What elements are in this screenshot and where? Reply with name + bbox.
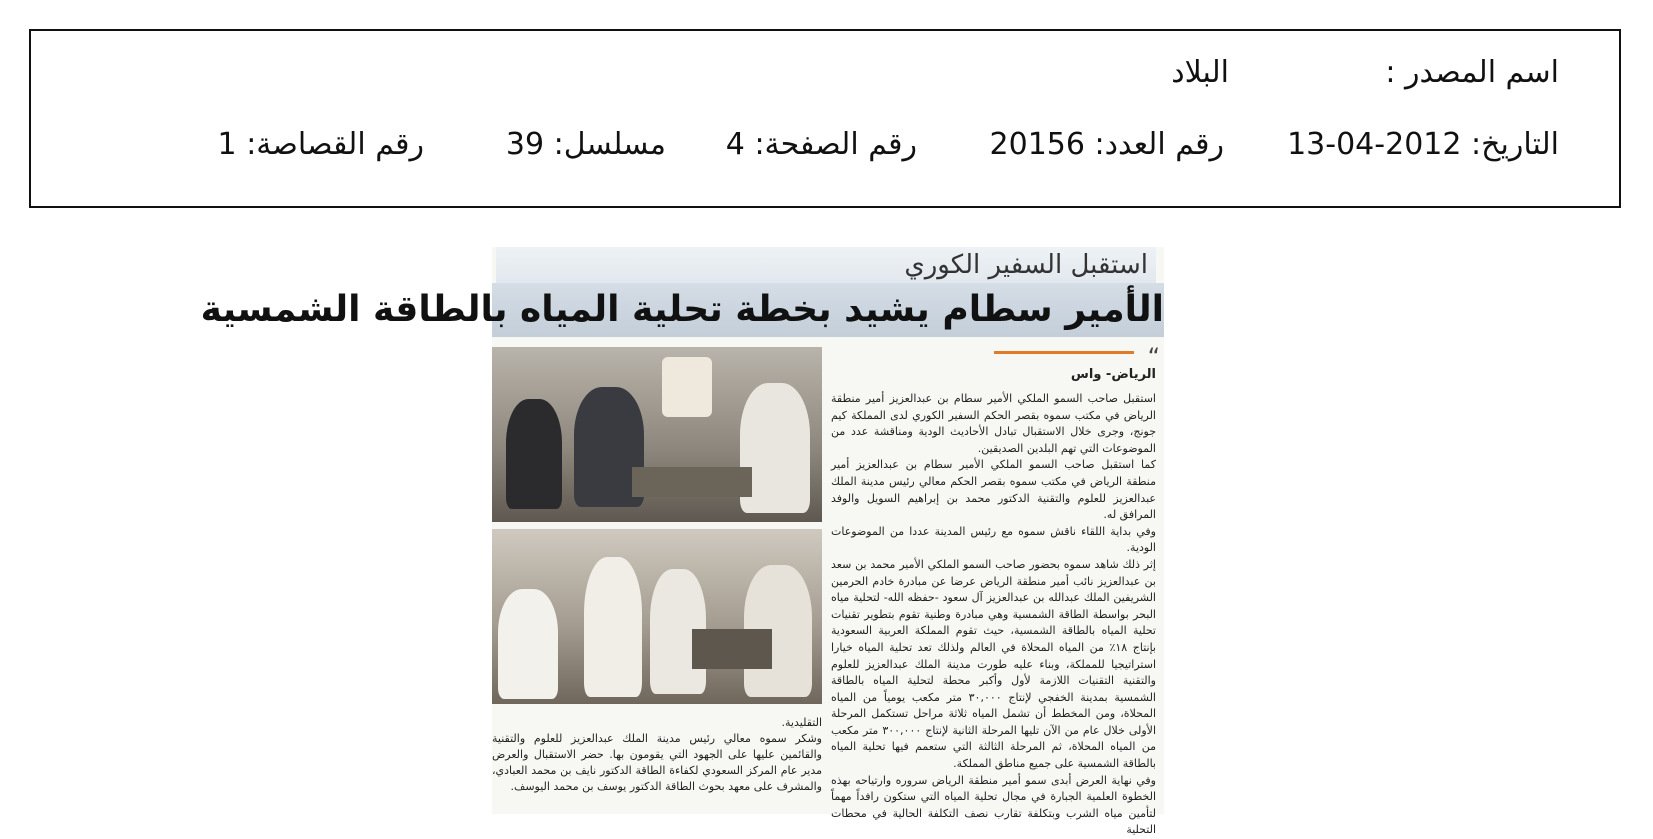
quote-mark-icon: “: [1147, 343, 1160, 371]
clip-number-label: رقم القصاصة:: [246, 127, 424, 162]
article-paragraph: إثر ذلك شاهد سموه بحضور صاحب السمو الملكي الأمير محمد بن سعد بن عبدالعزيز نائب أمير منطقة الرياض عرضا عن مبادرة خادم الحرمين الشريفين الملك عبدالله بن عبدالعزيز آل سعود -حفظه الله- لتحلية مياه البحر بواسطة الطاقة الشمسية وهي مبادرة وطنية تقوم بتطوير تقنيات تحلية المياه بالطاقة الشمسية، حيث تقوم المملكة العربية السعودية بإنتاج ١٨٪ من المياه المحلاة في العالم ولذلك تعد تحلية المياه خيارا استراتيجيا للمملكة، وبناء عليه طورت مدينة الملك عبدالعزيز للعلوم والتقنية التقنيات اللازمة لأول وأكبر محطة لتحلية المياه بالطاقة الشمسية بمدينة الخفجي لإنتاج ٣٠,٠٠٠ متر مكعب يومياً من المياه المحلاة، ومن المخطط أن تشمل المياه ثلاثة مراحل تستكمل المرحلة الأولى خلال عام من الآن تليها المرحلة الثانية لإنتاج ٣٠٠,٠٠٠ متر مكعب من المياه المحلاة، ثم المرحلة الثالثة التي ستعمم فيها تحلية المياه بالطاقة الشمسية على جميع مناطق المملكة.: [831, 557, 1157, 771]
issue-label: رقم العدد:: [1094, 127, 1224, 162]
person-figure: [584, 557, 642, 697]
article-paragraph: التقليدية.: [781, 716, 822, 729]
article-body: [831, 391, 1157, 837]
article-paragraph: وشكر سموه معالي رئيس مدينة الملك عبدالعزيز للعلوم والتقنية والقائمين عليها على الجهود التي يقومون بها. حضر الاستقبال والعرض مدير عام المركز السعودي لكفاءة الطاقة الدكتور نايف بن محمد العبادي، والمشرف على معهد بحوث الطاقة الدكتور يوسف بن محمد اليوسف.: [492, 732, 822, 793]
source-label: اسم المصدر :: [1385, 55, 1559, 90]
table-shape: [692, 629, 772, 669]
clip-number-value: 1: [217, 127, 237, 162]
page-label: رقم الصفحة:: [754, 127, 917, 162]
source-value: البلاد: [1171, 55, 1229, 90]
lamp-shape: [662, 357, 712, 417]
article-headline: الأمير سطام يشيد بخطة تحلية المياه بالطاقة الشمسية: [492, 283, 1164, 337]
article-paragraph: استقبل صاحب السمو الملكي الأمير سطام بن عبدالعزيز أمير منطقة الرياض في مكتب سموه بقصر الحكم السفير الكوري لدى المملكة كيم جونج، وجرى خلال الاستقبال تبادل الأحاديث الودية ومناقشة عدد من الموضوعات التي تهم البلدين الصديقين.: [831, 392, 1156, 455]
issue-field: [990, 125, 1224, 165]
person-figure: [498, 589, 558, 699]
article-kicker: استقبل السفير الكوري: [496, 247, 1156, 283]
meeting-photo-kacst: [492, 529, 822, 704]
serial-label: مسلسل:: [553, 127, 666, 162]
article-paragraph: وفي نهاية العرض أبدى سمو أمير منطقة الرياض سروره وارتياحه بهذه الخطوة العلمية الجبارة في مجال تحلية المياه التي ستكون رافداً مهماً لتأمين مياه الشرب وبتكلفة تقارب نصف التكلفة الحالية في محطات التحلية: [831, 773, 1156, 837]
page-field: [726, 125, 917, 165]
clip-number-field: [218, 125, 424, 165]
serial-value: 39: [505, 127, 545, 162]
table-shape: [632, 467, 752, 497]
serial-field: [506, 125, 666, 165]
article-byline: الرياض- واس: [1070, 367, 1156, 382]
meeting-photo-ambassador: [492, 347, 822, 522]
newspaper-clipping: [200, 247, 1164, 837]
article-paragraph: كما استقبل صاحب السمو الملكي الأمير سطام بن عبدالعزيز أمير منطقة الرياض في مكتب سموه بقصر الحكم معالي رئيس مدينة الملك عبدالعزيز للعلوم والتقنية الدكتور محمد بن إبراهيم السويل والوفد المرافق له.: [831, 458, 1156, 522]
clipping-header: [29, 29, 1621, 208]
issue-value: 20156: [989, 127, 1085, 162]
person-figure: [506, 399, 562, 509]
date-field: [1287, 125, 1559, 165]
article-continuation: [492, 715, 822, 795]
article-paragraph: وفي بداية اللقاء ناقش سموه مع رئيس المدينة عددا من الموضوعات الودية.: [831, 524, 1156, 555]
date-value: 2012-04-13: [1287, 127, 1462, 162]
accent-rule: [994, 351, 1134, 354]
date-label: التاريخ:: [1471, 127, 1559, 162]
page-value: 4: [725, 127, 745, 162]
